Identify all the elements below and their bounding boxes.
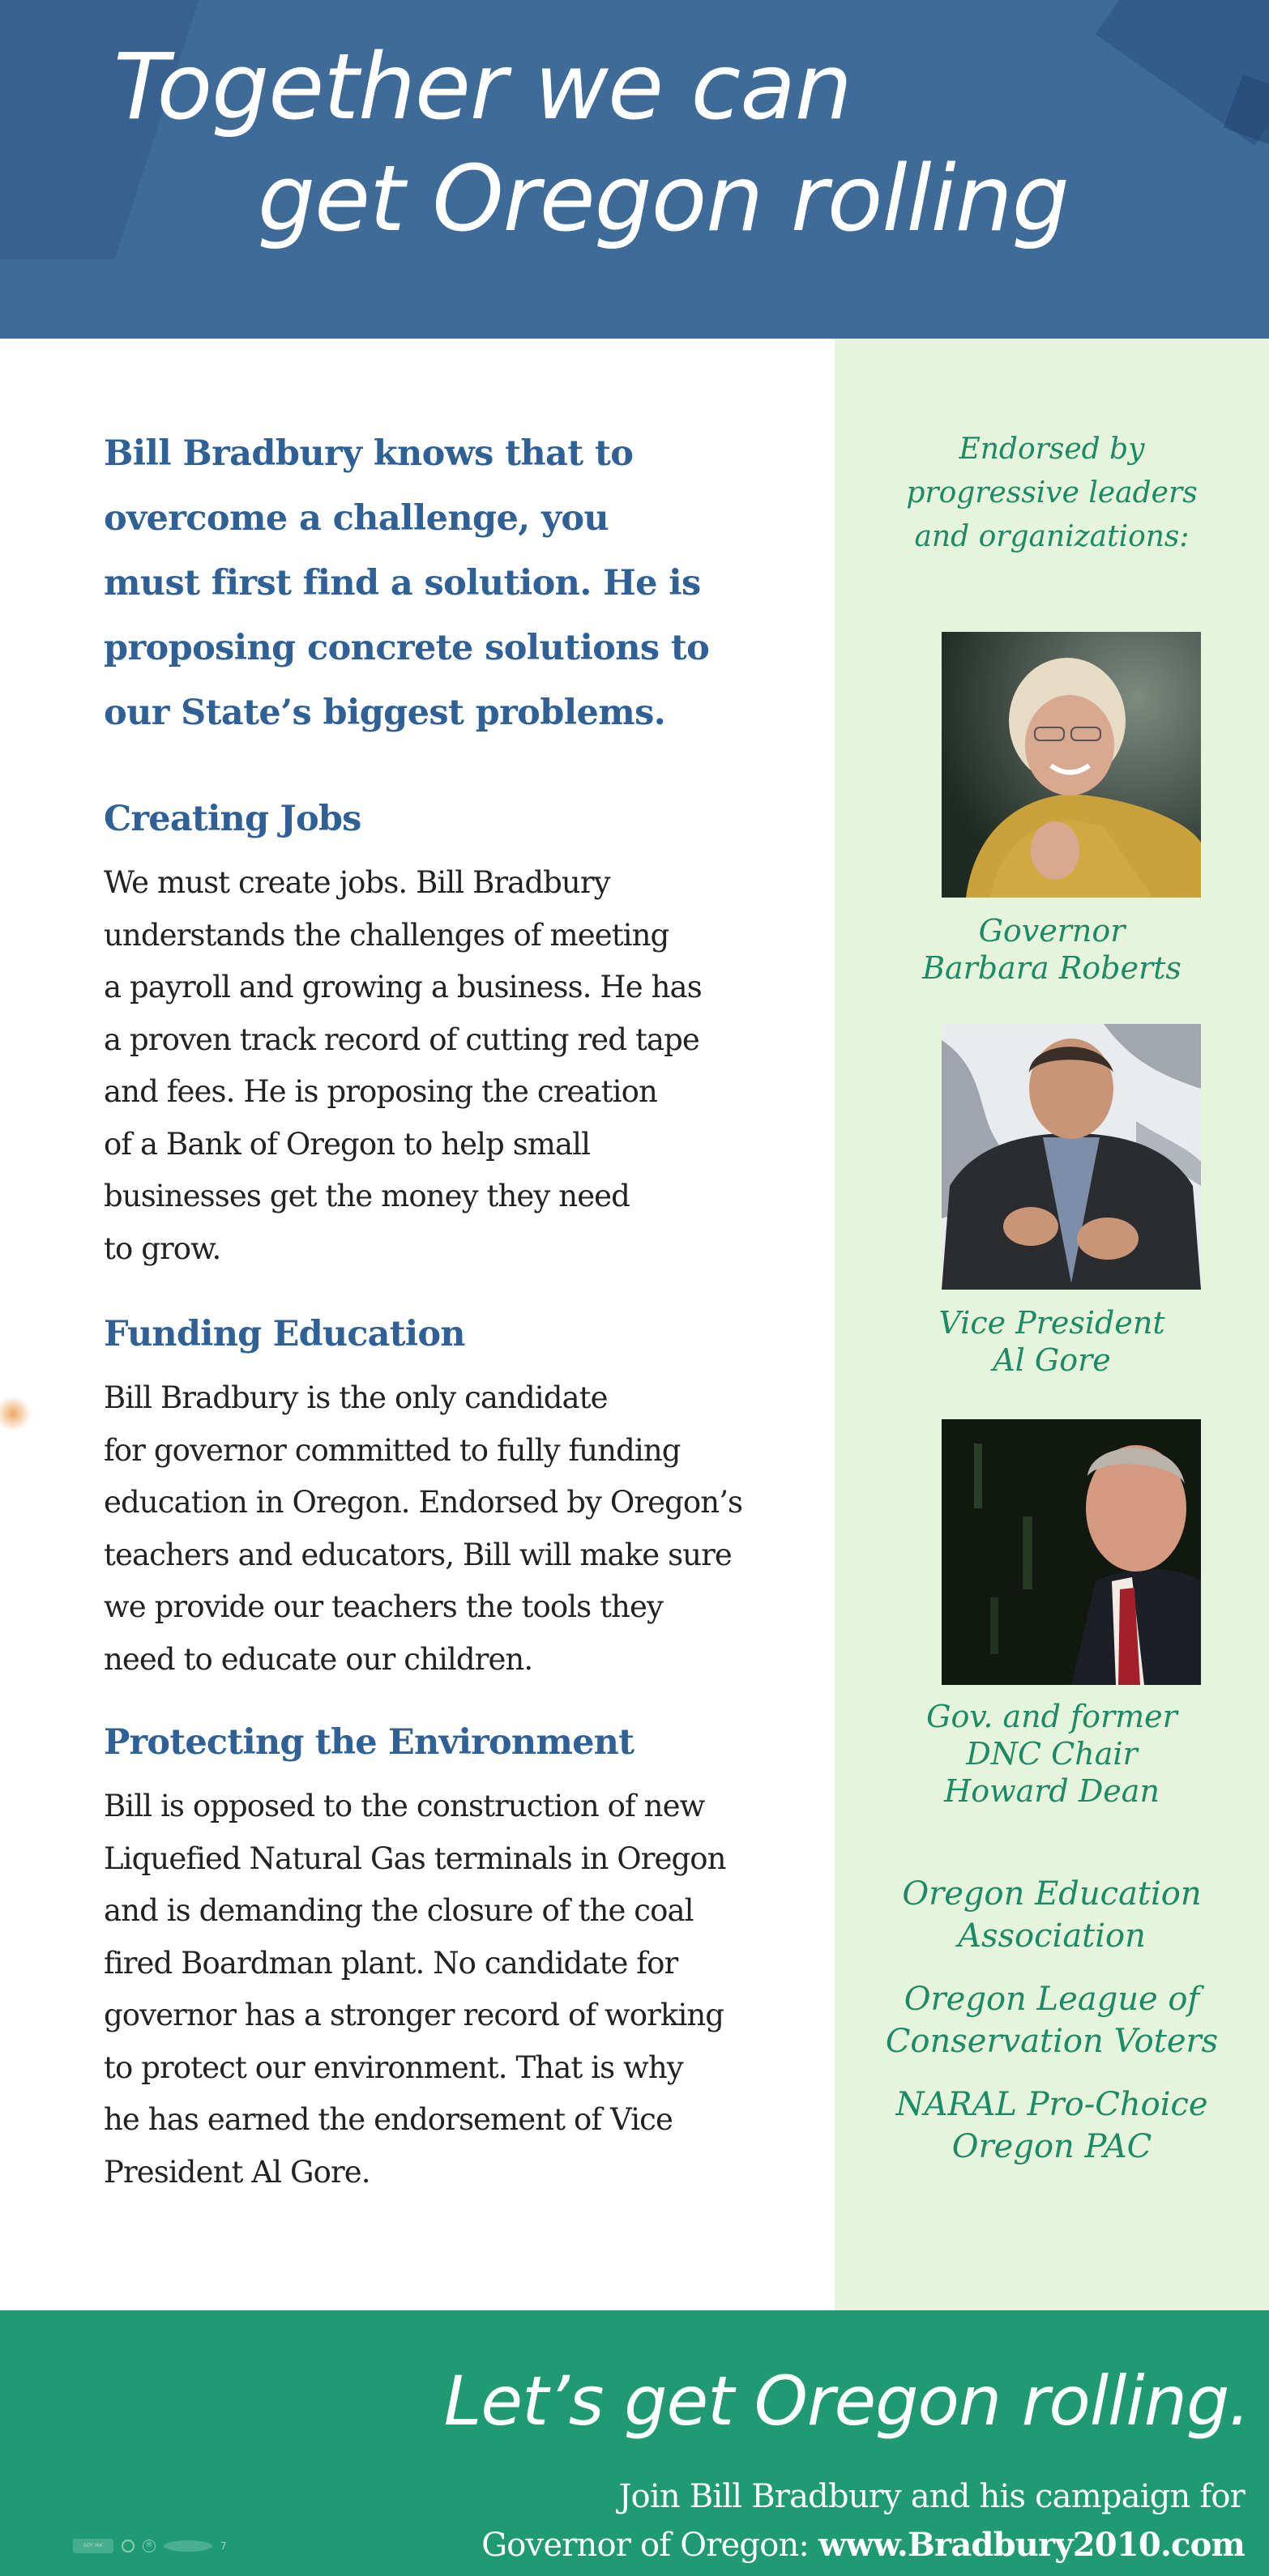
org-line: Oregon League of bbox=[904, 1981, 1200, 2018]
org-line: Oregon Education bbox=[902, 1875, 1202, 1913]
body-line: businesses get the money they need bbox=[104, 1179, 630, 1213]
body-line: governor has a stronger record of working bbox=[104, 1998, 724, 2032]
header-banner bbox=[0, 0, 1269, 339]
caption-line: Governor bbox=[978, 913, 1126, 949]
union-bug-icon bbox=[164, 2540, 212, 2552]
org-naral-pro-choice-oregon-pac bbox=[835, 2083, 1269, 2168]
soy-ink-icon: SOY INK bbox=[73, 2539, 113, 2553]
caption-line: Al Gore bbox=[993, 1342, 1111, 1378]
portrait-image bbox=[942, 632, 1201, 898]
scan-stain bbox=[0, 1397, 32, 1430]
headline-line-2: get Oregon rolling bbox=[258, 147, 1069, 252]
body-line: Bill is opposed to the construction of new bbox=[104, 1789, 705, 1823]
org-line: NARAL Pro-Choice bbox=[895, 2086, 1208, 2123]
body-line: We must create jobs. Bill Bradbury bbox=[104, 865, 610, 900]
body-line: teachers and educators, Bill will make sure bbox=[104, 1537, 732, 1572]
cta-prefix: Governor of Oregon: bbox=[481, 2527, 819, 2564]
body-line: fired Boardman plant. No candidate for bbox=[104, 1945, 678, 1981]
org-oregon-league-conservation-voters bbox=[835, 1978, 1269, 2062]
photo-barbara-roberts bbox=[942, 632, 1201, 898]
intro-line: Bill Bradbury knows that to bbox=[104, 433, 634, 474]
registered-icon: ® bbox=[143, 2540, 156, 2553]
caption-line: Vice President bbox=[938, 1305, 1165, 1341]
recycle-icon bbox=[122, 2540, 135, 2553]
org-line: Association bbox=[958, 1917, 1146, 1955]
intro-line: overcome a challenge, you bbox=[104, 498, 609, 539]
caption-line: Howard Dean bbox=[944, 1773, 1160, 1809]
print-marks bbox=[73, 2539, 227, 2553]
org-oregon-education-association bbox=[835, 1873, 1269, 1957]
body-line: to protect our environment. That is why bbox=[104, 2049, 683, 2085]
headline-line-1: Together we can bbox=[113, 35, 852, 140]
body-line: Bill Bradbury is the only candidate bbox=[104, 1380, 608, 1415]
intro-line: proposing concrete solutions to bbox=[104, 628, 710, 668]
body-line: need to educate our children. bbox=[104, 1641, 533, 1677]
portrait-image bbox=[942, 1419, 1201, 1685]
section-body-funding-education bbox=[104, 1372, 742, 1686]
caption-barbara-roberts bbox=[835, 912, 1269, 987]
body-line: President Al Gore. bbox=[104, 2154, 370, 2190]
body-line: we provide our teachers the tools they bbox=[104, 1589, 663, 1624]
body-line: Liquefied Natural Gas terminals in Oregon bbox=[104, 1840, 726, 1876]
footer-banner bbox=[0, 2310, 1269, 2576]
section-body-protecting-environment bbox=[104, 1781, 726, 2199]
body-line: of a Bank of Oregon to help small bbox=[104, 1126, 591, 1162]
caption-line: Gov. and former bbox=[926, 1699, 1177, 1734]
intro-line: our State’s biggest problems. bbox=[104, 693, 666, 733]
caption-line: DNC Chair bbox=[966, 1736, 1138, 1772]
body-line: understands the challenges of meeting bbox=[104, 917, 669, 953]
body-line: a proven track record of cutting red tape bbox=[104, 1021, 699, 1057]
footer-call-to-action bbox=[481, 2472, 1245, 2570]
intro-paragraph bbox=[104, 421, 801, 745]
heading-line: progressive leaders bbox=[906, 476, 1198, 510]
heading-line: Endorsed by bbox=[959, 433, 1145, 466]
union-bug-number: 7 bbox=[220, 2540, 227, 2552]
section-heading-creating-jobs: Creating Jobs bbox=[104, 799, 361, 839]
section-heading-protecting-environment: Protecting the Environment bbox=[104, 1722, 634, 1763]
body-line: education in Oregon. Endorsed by Oregon’s bbox=[104, 1485, 743, 1520]
photo-al-gore bbox=[942, 1024, 1201, 1290]
caption-line: Barbara Roberts bbox=[922, 950, 1181, 986]
endorsements-panel bbox=[835, 339, 1269, 2310]
heading-line: and organizations: bbox=[914, 520, 1190, 553]
campaign-website-link[interactable]: www.Bradbury2010.com bbox=[818, 2526, 1245, 2564]
org-line: Oregon PAC bbox=[951, 2128, 1152, 2165]
section-body-creating-jobs bbox=[104, 857, 702, 1275]
body-line: for governor committed to fully funding bbox=[104, 1432, 681, 1468]
footer-slogan: Let’s get Oregon rolling. bbox=[443, 2361, 1250, 2441]
cta-line-1: Join Bill Bradbury and his campaign for bbox=[618, 2478, 1245, 2515]
cta-line-2 bbox=[481, 2521, 1245, 2570]
portrait-image bbox=[942, 1024, 1201, 1290]
body-line: he has earned the endorsement of Vice bbox=[104, 2102, 673, 2137]
section-heading-funding-education: Funding Education bbox=[104, 1314, 465, 1354]
body-line: and is demanding the closure of the coal bbox=[104, 1893, 694, 1928]
caption-howard-dean bbox=[835, 1698, 1269, 1810]
body-line: a payroll and growing a business. He has bbox=[104, 970, 702, 1004]
caption-al-gore bbox=[835, 1304, 1269, 1379]
body-line: and fees. He is proposing the creation bbox=[104, 1074, 657, 1109]
photo-howard-dean bbox=[942, 1419, 1201, 1685]
intro-line: must first find a solution. He is bbox=[104, 563, 701, 603]
org-line: Conservation Voters bbox=[885, 2023, 1219, 2060]
endorsements-heading bbox=[835, 428, 1269, 559]
body-line: to grow. bbox=[104, 1230, 221, 1266]
